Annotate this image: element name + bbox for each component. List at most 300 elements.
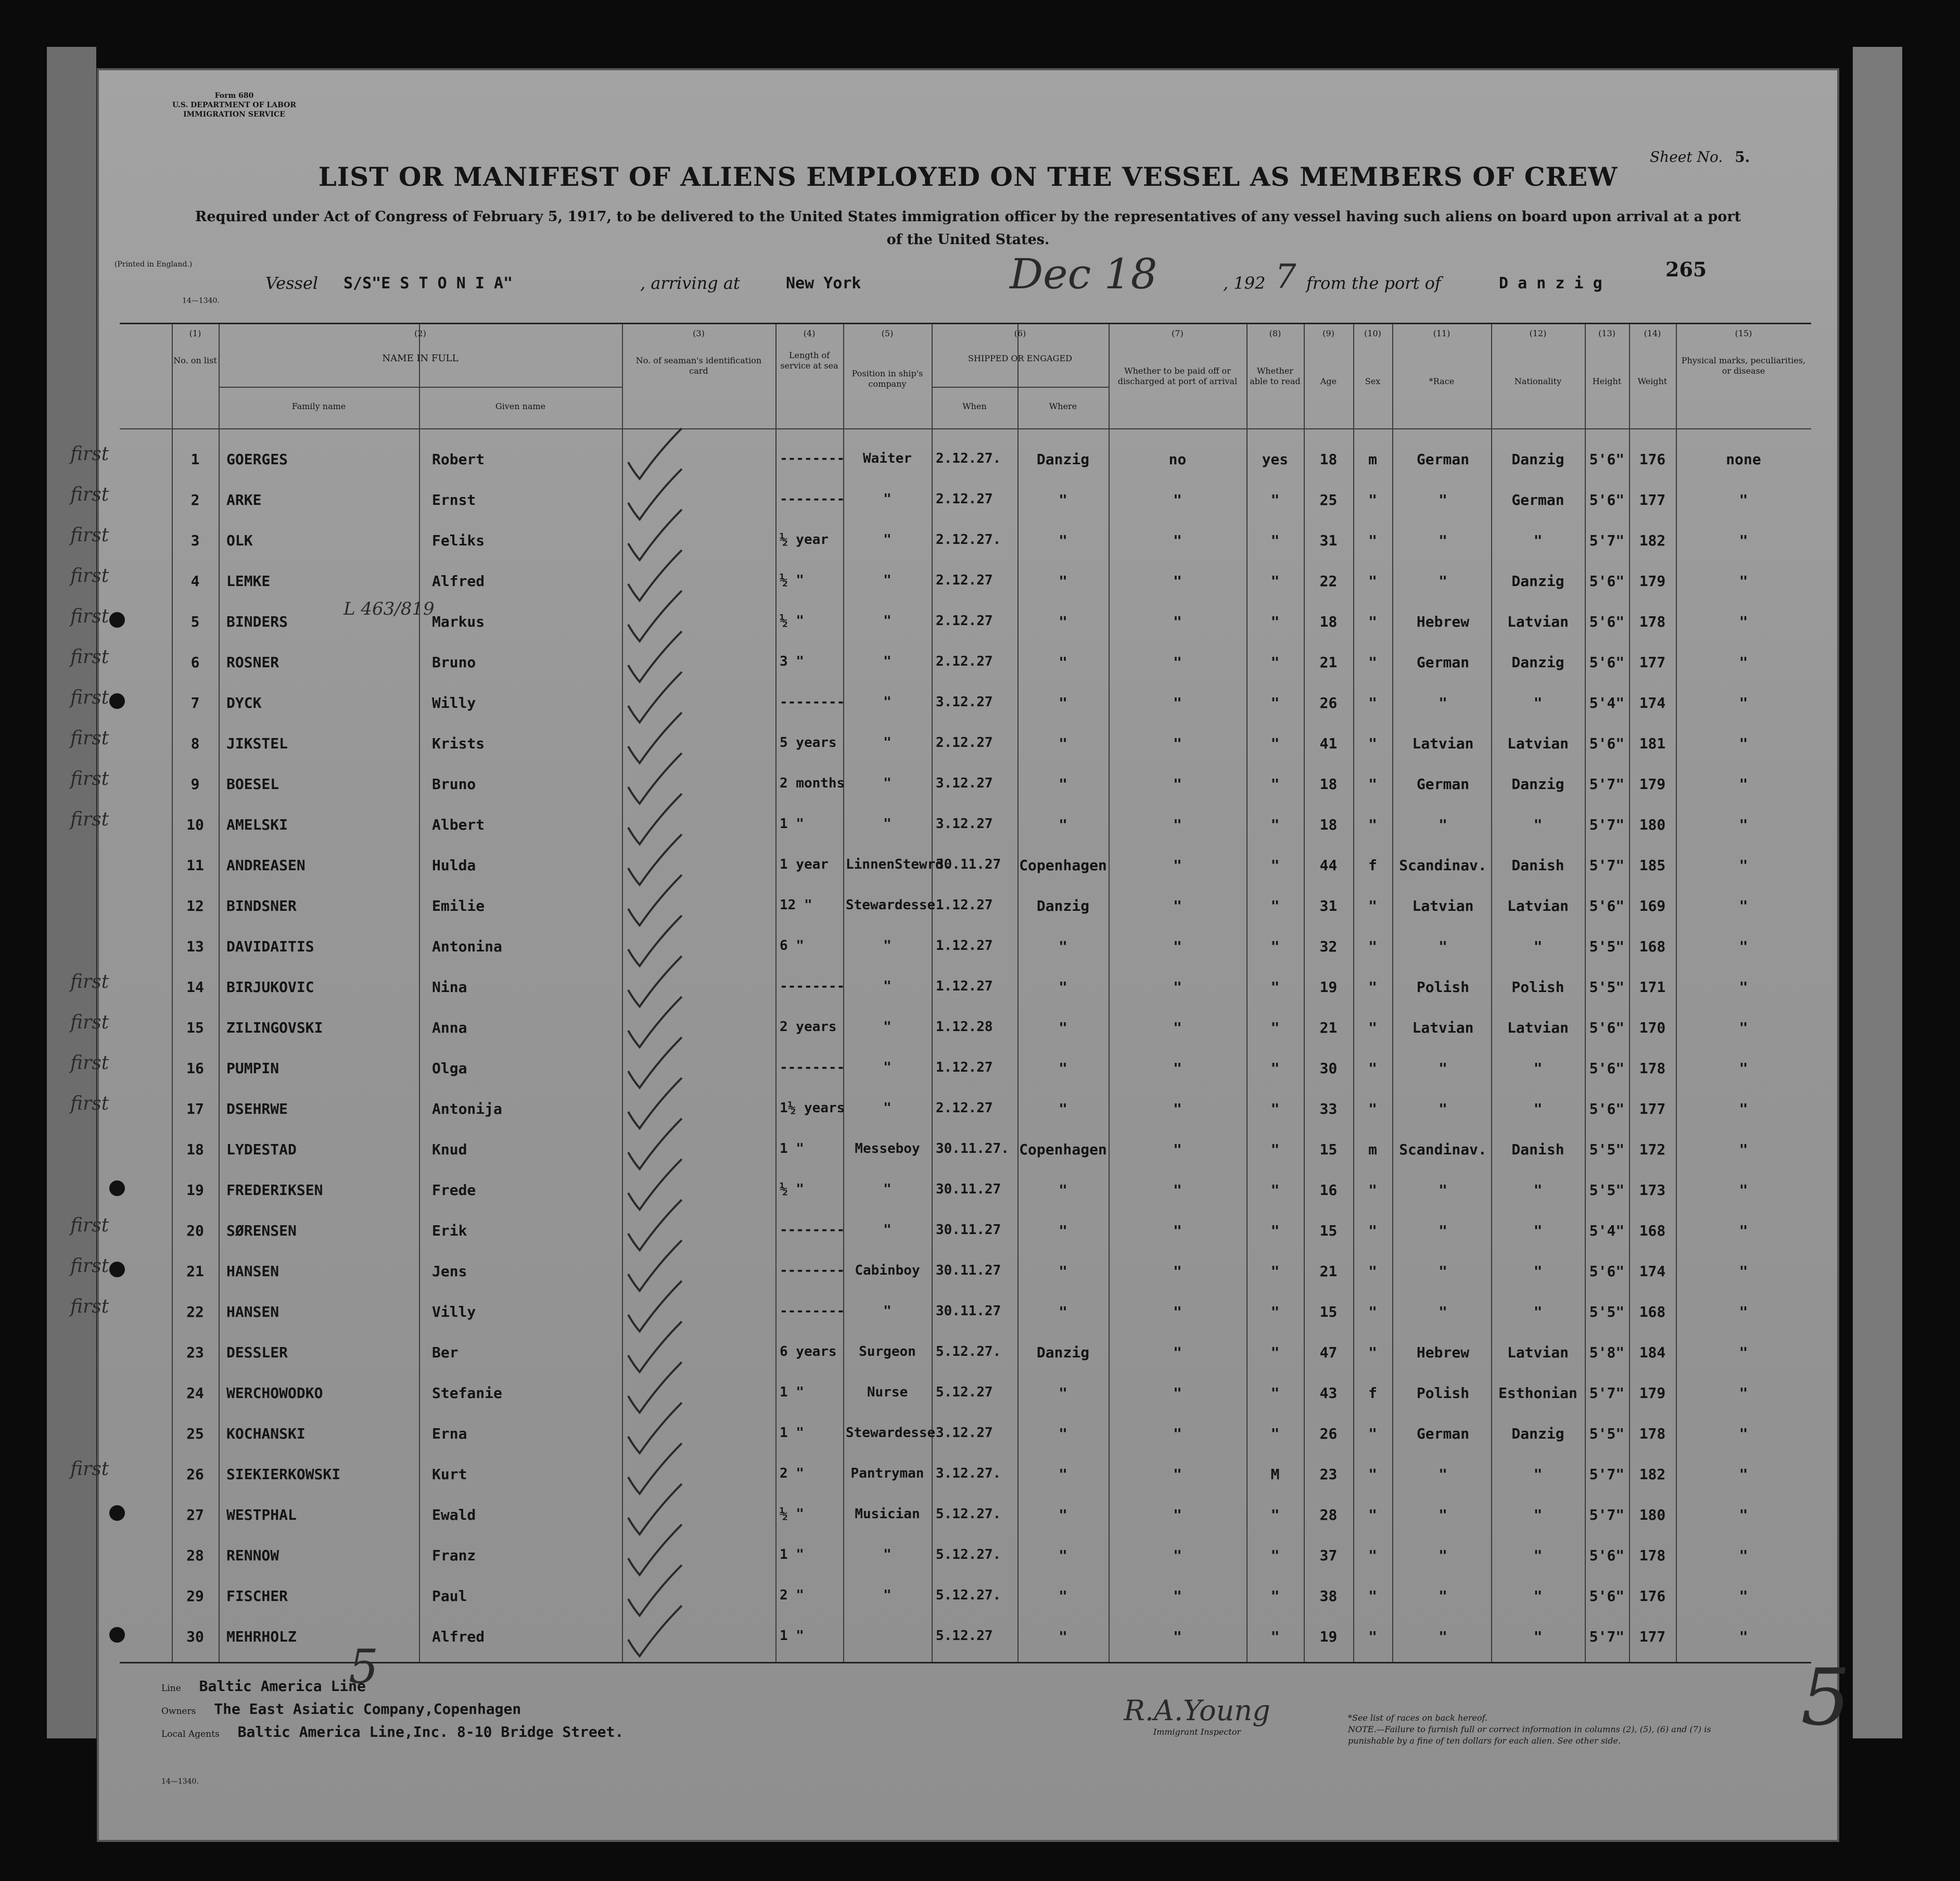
given-name: Willy	[432, 694, 476, 711]
weight: 178	[1639, 1425, 1666, 1442]
paid-off: "	[1173, 978, 1182, 996]
physical-marks: "	[1739, 532, 1748, 549]
given-name: Antonina	[432, 938, 502, 955]
year-printed: , 192	[1223, 273, 1266, 293]
row-no: 18	[186, 1141, 204, 1158]
table-row	[70, 1010, 1811, 1049]
scan-edge-left	[47, 47, 96, 1738]
family-name: ROSNER	[226, 654, 279, 671]
shipped-where: "	[1059, 573, 1067, 590]
race: "	[1439, 1222, 1447, 1239]
shipped-where: "	[1059, 654, 1067, 671]
height: 5'6"	[1589, 451, 1625, 468]
col-header-paid-off: Whether to be paid off or discharged at port of arrival	[1117, 366, 1238, 386]
length-service: ½ "	[780, 613, 804, 629]
given-name: Markus	[432, 613, 485, 630]
table-row	[70, 1253, 1811, 1293]
race-note: *See list of races on back hereof.	[1348, 1713, 1488, 1723]
race: "	[1439, 532, 1447, 549]
family-name: HANSEN	[226, 1263, 279, 1280]
shipped-when: 1.12.28	[936, 1019, 993, 1035]
family-name: BIRJUKOVIC	[226, 978, 314, 996]
race: Polish	[1416, 1384, 1470, 1402]
length-service: 1 "	[780, 816, 804, 832]
length-service: 2 years	[780, 1019, 837, 1035]
position: Nurse	[867, 1384, 908, 1400]
age: 21	[1319, 1263, 1338, 1280]
age: 19	[1319, 1628, 1338, 1645]
age: 16	[1319, 1181, 1338, 1199]
length-service: 2 "	[780, 1466, 804, 1481]
shipped-when: 3.12.27	[936, 1425, 993, 1441]
table-row	[70, 807, 1811, 846]
shipped-when: 2.12.27.	[936, 451, 1001, 466]
given-name: Emilie	[432, 897, 485, 914]
position: LinnenStewrd.	[846, 857, 952, 872]
vessel-label: Vessel	[265, 273, 319, 293]
col-header-given-name: Given name	[495, 401, 546, 411]
shipped-where: "	[1059, 1222, 1067, 1239]
sex: "	[1368, 978, 1377, 996]
weight: 168	[1639, 1303, 1666, 1320]
family-name: OLK	[226, 532, 253, 549]
age: 37	[1319, 1547, 1338, 1564]
length-service: --------	[780, 1060, 845, 1075]
position: "	[883, 1060, 892, 1075]
given-name: Ernst	[432, 491, 476, 509]
family-name: ANDREASEN	[226, 857, 306, 874]
col-num-1: (1)	[189, 328, 201, 338]
able-to-read: "	[1270, 491, 1280, 509]
length-service: ½ "	[780, 573, 804, 588]
position: "	[883, 491, 892, 507]
race: Latvian	[1412, 897, 1474, 914]
shipped-when: 1.12.27	[936, 1060, 993, 1075]
height: 5'7"	[1589, 816, 1625, 833]
nationality: Polish	[1511, 978, 1564, 996]
given-name: Franz	[432, 1547, 476, 1564]
table-row	[70, 482, 1811, 522]
shipped-where: "	[1059, 1587, 1067, 1605]
row-no: 21	[186, 1263, 204, 1280]
age: 43	[1319, 1384, 1338, 1402]
nationality: "	[1533, 1263, 1543, 1280]
physical-marks: "	[1739, 776, 1748, 793]
position: "	[883, 1181, 892, 1197]
table-row	[120, 929, 1811, 968]
race: Scandinav.	[1399, 857, 1487, 874]
nationality: "	[1533, 816, 1543, 833]
given-name: Olga	[432, 1060, 467, 1077]
physical-marks: "	[1739, 1628, 1748, 1645]
family-name: DSEHRWE	[226, 1100, 288, 1117]
shipped-where: "	[1059, 1060, 1067, 1077]
given-name: Albert	[432, 816, 485, 833]
race: German	[1416, 776, 1470, 793]
able-to-read: "	[1270, 654, 1280, 671]
able-to-read: "	[1270, 735, 1280, 752]
service: IMMIGRATION SERVICE	[183, 110, 285, 119]
length-service: 1 "	[780, 1547, 804, 1562]
punch-hole	[109, 1180, 125, 1196]
margin-note-first: first	[70, 1093, 109, 1114]
row-no: 27	[186, 1506, 204, 1523]
height: 5'6"	[1589, 1100, 1625, 1117]
length-service: 2 months	[780, 776, 845, 791]
margin-note-first: first	[70, 1255, 109, 1277]
paid-off: "	[1173, 1425, 1182, 1442]
sex: "	[1368, 897, 1377, 914]
col-num-9: (9)	[1322, 328, 1334, 338]
row-no: 14	[186, 978, 204, 996]
physical-marks: "	[1739, 1506, 1748, 1523]
row-no: 5	[190, 613, 200, 630]
table-row	[120, 1416, 1811, 1455]
table-row	[120, 1172, 1811, 1212]
physical-marks: "	[1739, 1547, 1748, 1564]
height: 5'6"	[1589, 735, 1625, 752]
paid-off: "	[1173, 1060, 1182, 1077]
age: 31	[1319, 897, 1338, 914]
sex: "	[1368, 1344, 1377, 1361]
length-service: ½ year	[780, 532, 829, 548]
height: 5'6"	[1589, 1060, 1625, 1077]
height: 5'5"	[1589, 938, 1625, 955]
weight: 174	[1639, 1263, 1666, 1280]
shipped-where: "	[1059, 613, 1067, 630]
position: Stewardesse	[846, 897, 936, 913]
physical-marks: "	[1739, 938, 1748, 955]
given-name: Robert	[432, 451, 485, 468]
row-no: 11	[186, 857, 204, 874]
position: "	[883, 654, 892, 669]
physical-marks: "	[1739, 978, 1748, 996]
race: "	[1439, 573, 1447, 590]
race: "	[1439, 1466, 1447, 1483]
able-to-read: "	[1270, 1263, 1280, 1280]
col-header-where: Where	[1049, 401, 1077, 411]
shipped-where: Danzig	[1036, 897, 1090, 914]
col-header-name: NAME IN FULL	[382, 353, 459, 364]
position: "	[883, 613, 892, 629]
family-name: WERCHOWODKO	[226, 1384, 323, 1402]
col-header-weight: Weight	[1637, 376, 1668, 386]
row-no: 6	[190, 654, 200, 671]
given-name: Alfred	[432, 573, 485, 590]
family-name: ARKE	[226, 491, 262, 509]
height: 5'6"	[1589, 897, 1625, 914]
punch-hole	[109, 693, 125, 709]
position: "	[883, 573, 892, 588]
able-to-read: "	[1270, 573, 1280, 590]
age: 23	[1319, 1466, 1338, 1483]
height: 5'5"	[1589, 1303, 1625, 1320]
shipped-when: 2.12.27.	[936, 532, 1001, 548]
weight: 177	[1639, 1628, 1666, 1645]
position: "	[883, 776, 892, 791]
weight: 180	[1639, 816, 1666, 833]
sheet-value: 5.	[1735, 148, 1750, 166]
nationality: "	[1533, 532, 1543, 549]
family-name: KOCHANSKI	[226, 1425, 306, 1442]
race: Polish	[1416, 978, 1470, 996]
age: 19	[1319, 978, 1338, 996]
family-name: FREDERIKSEN	[226, 1181, 323, 1199]
nationality: Danzig	[1511, 451, 1564, 468]
length-service: 2 "	[780, 1587, 804, 1603]
arrival-date-handwritten: Dec 18	[1010, 250, 1157, 298]
able-to-read: "	[1270, 857, 1280, 874]
able-to-read: "	[1270, 1141, 1280, 1158]
family-name: DESSLER	[226, 1344, 288, 1361]
race: Hebrew	[1416, 613, 1470, 630]
table-row	[70, 523, 1811, 562]
col-num-6: (6)	[1014, 328, 1026, 338]
position: "	[883, 694, 892, 710]
race: "	[1439, 694, 1447, 711]
shipped-where: "	[1059, 1628, 1067, 1645]
sheet-label: Sheet No.	[1650, 148, 1723, 166]
physical-marks: "	[1739, 613, 1748, 630]
age: 15	[1319, 1303, 1338, 1320]
able-to-read: "	[1270, 532, 1280, 549]
position: "	[883, 1222, 892, 1238]
shipped-where: "	[1059, 1506, 1067, 1523]
col-num-8: (8)	[1269, 328, 1281, 338]
family-name: MEHRHOLZ	[226, 1628, 297, 1645]
sex: "	[1368, 1100, 1377, 1117]
margin-note-first: first	[70, 443, 109, 465]
nationality: Danish	[1511, 1141, 1564, 1158]
shipped-where: "	[1059, 776, 1067, 793]
given-name: Nina	[432, 978, 467, 996]
nationality: "	[1533, 1547, 1543, 1564]
col-header-read: Whether able to read	[1250, 366, 1301, 386]
shipped-when: 2.12.27	[936, 654, 993, 669]
form-number: Form 680	[214, 92, 254, 100]
position: Surgeon	[859, 1344, 916, 1359]
form-info	[141, 91, 328, 119]
physical-marks: "	[1739, 816, 1748, 833]
family-name: HANSEN	[226, 1303, 279, 1320]
family-name: JIKSTEL	[226, 735, 288, 752]
margin-note-first: first	[70, 1052, 109, 1074]
able-to-read: "	[1270, 1506, 1280, 1523]
given-name: Paul	[432, 1587, 467, 1605]
length-service: --------	[780, 491, 845, 507]
family-name: DYCK	[226, 694, 262, 711]
able-to-read: "	[1270, 1425, 1280, 1442]
race: "	[1439, 1263, 1447, 1280]
weight: 171	[1639, 978, 1666, 996]
age: 26	[1319, 694, 1338, 711]
printed-in-note: (Printed in England.)	[114, 260, 193, 269]
age: 32	[1319, 938, 1338, 955]
shipped-when: 5.12.27.	[936, 1506, 1001, 1522]
age: 21	[1319, 654, 1338, 671]
weight: 168	[1639, 1222, 1666, 1239]
race: "	[1439, 1181, 1447, 1199]
able-to-read: "	[1270, 1587, 1280, 1605]
form-code-bottom: 14—1340.	[161, 1777, 199, 1786]
weight: 178	[1639, 1547, 1666, 1564]
sex: "	[1368, 1263, 1377, 1280]
col-header-when: When	[962, 401, 987, 411]
table-row	[120, 847, 1811, 887]
able-to-read: "	[1270, 816, 1280, 833]
sex: "	[1368, 1181, 1377, 1199]
physical-marks: "	[1739, 1344, 1748, 1361]
row-no: 4	[190, 573, 200, 590]
nationality: "	[1533, 938, 1543, 955]
col-num-7: (7)	[1172, 328, 1183, 338]
col-num-13: (13)	[1598, 328, 1615, 338]
sex: m	[1368, 451, 1377, 468]
shipped-when: 3.12.27	[936, 694, 993, 710]
col-num-3: (3)	[693, 328, 705, 338]
sex: "	[1368, 573, 1377, 590]
race: Scandinav.	[1399, 1141, 1487, 1158]
length-service: --------	[780, 694, 845, 710]
table-row	[70, 644, 1811, 684]
paid-off: "	[1173, 573, 1182, 590]
sex: m	[1368, 1141, 1377, 1158]
footer-line-label: Line	[161, 1683, 181, 1694]
length-service: 12 "	[780, 897, 812, 913]
paid-off: "	[1173, 1100, 1182, 1117]
length-service: --------	[780, 1263, 845, 1278]
shipped-when: 2.12.27	[936, 735, 993, 751]
shipped-where: "	[1059, 491, 1067, 509]
punch-hole	[109, 1627, 125, 1643]
family-name: LEMKE	[226, 573, 271, 590]
row-no: 26	[186, 1466, 204, 1483]
page-title: LIST OR MANIFEST OF ALIENS EMPLOYED ON THE VESSEL AS MEMBERS OF CREW	[318, 161, 1618, 192]
length-service: 1 "	[780, 1384, 804, 1400]
row-no: 1	[190, 451, 200, 468]
row-no: 12	[186, 897, 204, 914]
length-service: --------	[780, 1303, 845, 1319]
footer-owners-value: The East Asiatic Company,Copenhagen	[214, 1700, 521, 1718]
nationality: "	[1533, 1466, 1543, 1483]
paid-off: "	[1173, 897, 1182, 914]
row-no: 16	[186, 1060, 204, 1077]
row-no: 8	[190, 735, 200, 752]
table-row	[70, 766, 1811, 806]
paid-off: "	[1173, 1628, 1182, 1645]
table-row	[70, 599, 1811, 643]
col-header-nationality: Nationality	[1514, 376, 1562, 386]
family-name: SØRENSEN	[226, 1222, 297, 1239]
weight: 176	[1639, 1587, 1666, 1605]
row-no: 17	[186, 1100, 204, 1117]
sex: "	[1368, 1303, 1377, 1320]
shipped-when: 2.12.27	[936, 1100, 993, 1116]
shipped-where: "	[1059, 1181, 1067, 1199]
sex: "	[1368, 694, 1377, 711]
weight: 177	[1639, 654, 1666, 671]
family-name: BOESEL	[226, 776, 279, 793]
row-no: 15	[186, 1019, 204, 1036]
shipped-when: 30.11.27	[936, 1303, 1001, 1319]
margin-note-first: first	[70, 687, 109, 708]
shipped-when: 5.12.27	[936, 1384, 993, 1400]
nationality: Latvian	[1507, 613, 1569, 630]
department: U.S. DEPARTMENT OF LABOR	[172, 101, 297, 109]
physical-marks: "	[1739, 897, 1748, 914]
shipped-when: 30.11.27	[936, 857, 1001, 872]
paid-off: "	[1173, 654, 1182, 671]
family-name: FISCHER	[226, 1587, 288, 1605]
physical-marks: "	[1739, 735, 1748, 752]
age: 33	[1319, 1100, 1338, 1117]
sex: "	[1368, 1222, 1377, 1239]
shipped-where: "	[1059, 1100, 1067, 1117]
race: German	[1416, 654, 1470, 671]
arriving-port: New York	[786, 274, 861, 293]
shipped-where: "	[1059, 978, 1067, 996]
able-to-read: "	[1270, 978, 1280, 996]
race: "	[1439, 1587, 1447, 1605]
given-name: Villy	[432, 1303, 476, 1320]
row-no: 29	[186, 1587, 204, 1605]
physical-marks: "	[1739, 1425, 1748, 1442]
footer-owners	[161, 1699, 623, 1722]
paid-off: "	[1173, 1587, 1182, 1605]
weight: 179	[1639, 573, 1666, 590]
sex: "	[1368, 735, 1377, 752]
weight: 178	[1639, 613, 1666, 630]
footer-line-value: Baltic America Line	[199, 1677, 366, 1695]
able-to-read: "	[1270, 897, 1280, 914]
paid-off: "	[1173, 1303, 1182, 1320]
weight: 176	[1639, 451, 1666, 468]
paid-off: "	[1173, 1222, 1182, 1239]
sex: "	[1368, 613, 1377, 630]
length-service: 1½ years	[780, 1100, 845, 1116]
able-to-read: "	[1270, 1100, 1280, 1117]
table-row	[70, 1050, 1811, 1090]
signature-text: R.A.Young	[1124, 1694, 1270, 1727]
age: 18	[1319, 776, 1338, 793]
position: "	[883, 532, 892, 548]
length-service: ½ "	[780, 1181, 804, 1197]
height: 5'5"	[1589, 1425, 1625, 1442]
signature-label: Immigrant Inspector	[1153, 1727, 1241, 1737]
able-to-read: "	[1270, 1222, 1280, 1239]
age: 22	[1319, 573, 1338, 590]
nationality: "	[1533, 1303, 1543, 1320]
given-name: Erna	[432, 1425, 467, 1442]
shipped-where: "	[1059, 938, 1067, 955]
from-port-label: from the port of	[1306, 273, 1441, 293]
given-name: Knud	[432, 1141, 467, 1158]
col-header-height: Height	[1592, 376, 1622, 386]
length-service: 1 "	[780, 1628, 804, 1644]
given-name: Krists	[432, 735, 485, 752]
col-header-id-card: No. of seaman's identification card	[635, 355, 762, 376]
vessel-name: S/S"E S T O N I A"	[343, 274, 513, 293]
family-name: DAVIDAITIS	[226, 938, 314, 955]
margin-note-first: first	[70, 1458, 109, 1480]
margin-note-first: first	[70, 1012, 109, 1033]
race: "	[1439, 938, 1447, 955]
weight: 177	[1639, 1100, 1666, 1117]
weight: 169	[1639, 897, 1666, 914]
physical-marks: "	[1739, 857, 1748, 874]
age: 15	[1319, 1141, 1338, 1158]
physical-marks: "	[1739, 694, 1748, 711]
